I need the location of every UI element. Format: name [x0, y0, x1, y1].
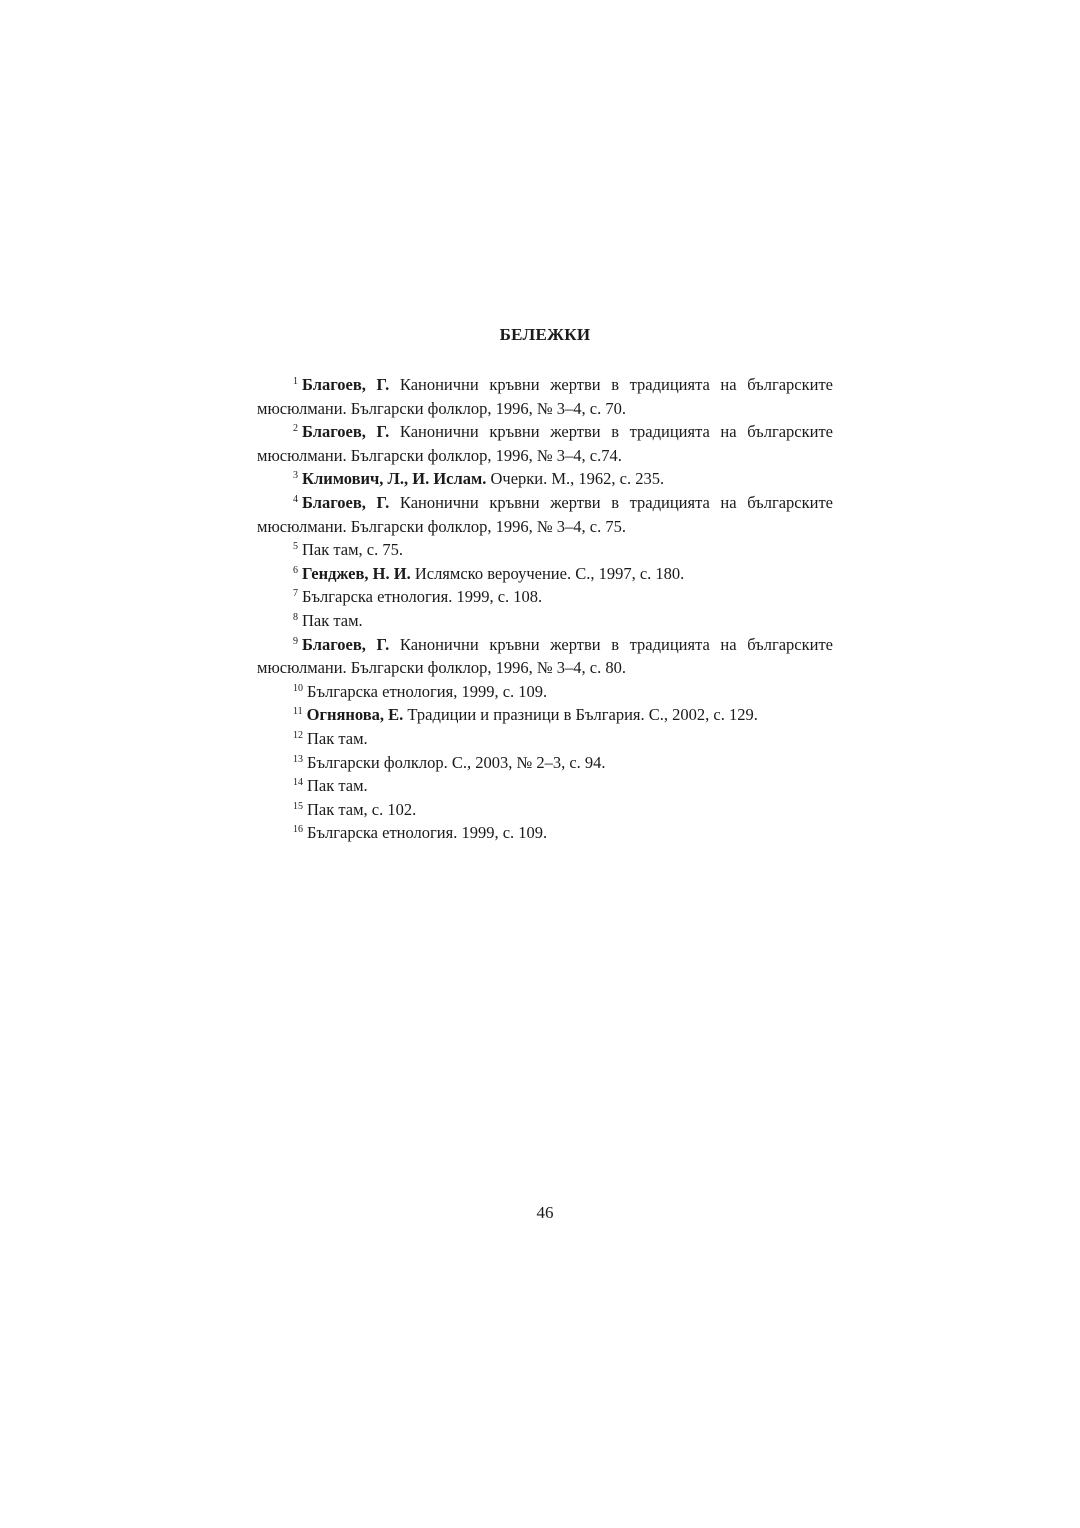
note-text: Канонични кръвни жертви в традицията на българските мюсюлмани. Български фолклор, 1996, № 3–4, с. 80.	[257, 634, 833, 678]
note-number: 15	[293, 800, 303, 812]
note-number: 3	[293, 470, 298, 482]
note-text: Пак там, с. 75.	[302, 540, 404, 560]
note-text: Пак там.	[302, 610, 363, 630]
note-text: Българска етнология, 1999, с. 109.	[307, 681, 548, 701]
note-number: 13	[293, 753, 303, 765]
note-number: 7	[293, 588, 298, 600]
note-author: Благоев, Г.	[302, 422, 390, 442]
note-item	[257, 538, 833, 562]
note-number: 5	[293, 541, 298, 553]
note-number: 1	[293, 376, 298, 387]
note-text: Пак там.	[307, 728, 368, 748]
notes-list	[257, 373, 833, 845]
note-text: Българска етнология. 1999, с. 109.	[307, 823, 548, 843]
note-item	[257, 467, 833, 491]
note-item	[257, 821, 833, 845]
note-author: Благоев, Г.	[302, 492, 390, 512]
note-item	[257, 562, 833, 586]
note-number: 16	[293, 824, 303, 836]
note-author: Огнянова, Е.	[306, 705, 404, 725]
note-text: Пак там, с. 102.	[307, 799, 417, 819]
note-item	[257, 633, 833, 680]
note-item	[257, 680, 833, 704]
note-number: 11	[293, 706, 303, 718]
note-item	[257, 727, 833, 751]
note-text: Канонични кръвни жертви в традицията на българските мюсюлмани. Български фолклор, 1996, № 3–4, с.74.	[257, 422, 833, 465]
note-text: Канонични кръвни жертви в традицията на българските мюсюлмани. Български фолклор, 1996, № 3–4, с. 75.	[257, 492, 833, 536]
note-item	[257, 609, 833, 633]
note-item	[257, 703, 833, 727]
note-item	[257, 420, 833, 467]
note-number: 8	[293, 611, 298, 623]
note-number: 6	[293, 564, 298, 576]
note-item	[257, 774, 833, 798]
note-item	[257, 373, 833, 420]
note-text: Български фолклор. С., 2003, № 2–3, с. 94.	[307, 752, 606, 772]
note-number: 2	[293, 423, 298, 435]
page-number: 46	[536, 1203, 554, 1222]
note-item	[257, 798, 833, 822]
note-author: Благоев, Г.	[302, 634, 390, 654]
note-text: Традиции и празници в България. С., 2002, с. 129.	[403, 705, 758, 725]
note-text: Очерки. М., 1962, с. 235.	[486, 469, 665, 489]
note-author: Генджев, Н. И.	[302, 563, 411, 583]
note-text: Ислямско вероучение. С., 1997, с. 180.	[410, 563, 685, 583]
note-text: Канонични кръвни жертви в традицията на българските мюсюлмани. Български фолклор, 1996, № 3–4, с. 70.	[257, 375, 833, 418]
note-number: 4	[293, 493, 298, 505]
note-text: Българска етнология. 1999, с. 108.	[302, 587, 543, 607]
page-title: БЕЛЕЖКИ	[499, 325, 591, 344]
note-number: 12	[293, 729, 303, 741]
note-number: 14	[293, 777, 303, 789]
note-number: 10	[293, 682, 303, 694]
note-text: Пак там.	[307, 776, 368, 796]
note-item	[257, 585, 833, 609]
note-number: 9	[293, 635, 298, 647]
note-item	[257, 751, 833, 775]
note-item	[257, 491, 833, 538]
note-author: Благоев, Г.	[302, 375, 390, 394]
note-author: Климович, Л., И. Ислам.	[302, 469, 487, 489]
